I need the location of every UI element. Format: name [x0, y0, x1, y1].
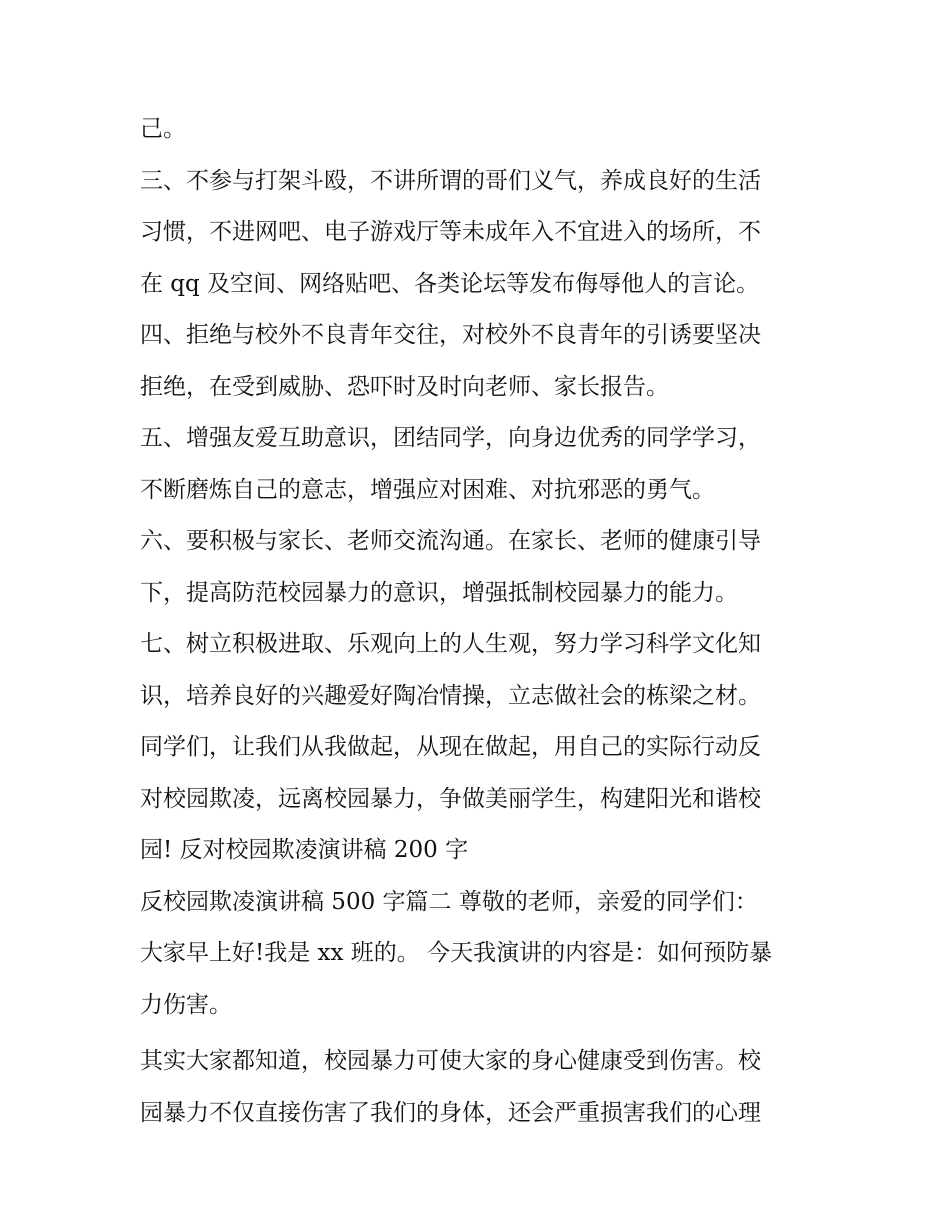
text-line: 习惯，不进网吧、电子游戏厅等未成年入不宜进入的场所，不: [140, 219, 761, 245]
text-line: 园暴力不仅直接伤害了我们的身体，还会严重损害我们的心理: [140, 1099, 761, 1126]
text-line: 拒绝，在受到威胁、恐吓时及时向老师、家长报告。: [140, 373, 669, 400]
text-line: 对校园欺凌，远离校园暴力，争做美丽学生，构建阳光和谐校: [140, 785, 761, 812]
text-line: 四、拒绝与校外不良青年交往，对校外不良青年的引诱要坚决: [140, 322, 761, 348]
text-line: 园! 反对校园欺凌演讲稿 200 字: [140, 837, 469, 863]
text-line: 三、不参与打架斗殴，不讲所谓的哥们义气，养成良好的生活: [140, 167, 761, 194]
document-body: [140, 104, 820, 1139]
text-line: 五、增强友爱互助意识，团结同学，向身边优秀的同学学习，: [140, 425, 761, 451]
text-line: 同学们，让我们从我做起，从现在做起，用自己的实际行动反: [140, 734, 761, 760]
text-line: 反校园欺凌演讲稿 500 字篇二 尊敬的老师，亲爱的同学们：: [140, 888, 758, 915]
text-line: 在 qq 及空间、网络贴吧、各类论坛等发布侮辱他人的言论。: [140, 270, 760, 297]
text-line: 大家早上好!我是 xx 班的。 今天我演讲的内容是：如何预防暴: [140, 940, 773, 966]
text-line: 六、要积极与家长、老师交流沟通。在家长、老师的健康引导: [140, 528, 761, 554]
text-line: 其实大家都知道，校园暴力可使大家的身心健康受到伤害。校: [140, 1048, 761, 1074]
text-line: 七、树立积极进取、乐观向上的人生观，努力学习科学文化知: [140, 631, 761, 657]
text-line: 力伤害。: [140, 991, 232, 1018]
text-line: 下，提高防范校园暴力的意识，增强抵制校园暴力的能力。: [140, 579, 738, 606]
text-line: 己。: [140, 116, 186, 142]
text-line: 不断磨炼自己的意志，增强应对困难、对抗邪恶的勇气。: [140, 476, 715, 503]
text-line: 识，培养良好的兴趣爱好陶冶情操，立志做社会的栋梁之材。: [140, 682, 761, 709]
